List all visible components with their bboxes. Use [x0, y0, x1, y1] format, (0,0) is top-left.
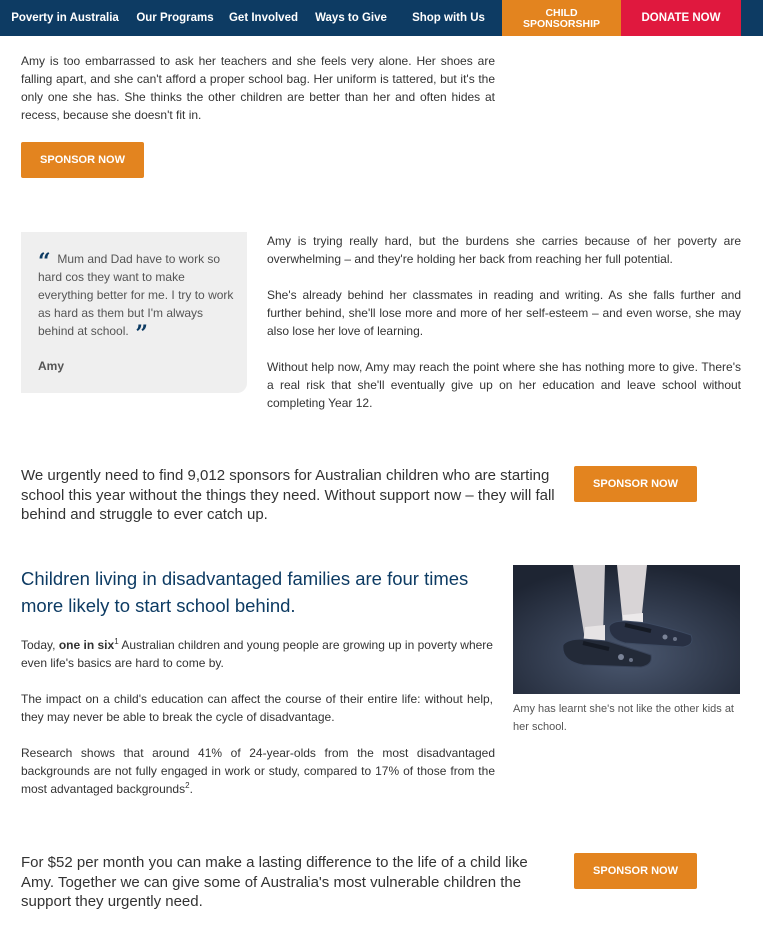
main-nav: [0, 0, 763, 36]
sponsor-now-button-2[interactable]: SPONSOR NOW: [574, 466, 697, 502]
nav-child-sponsorship[interactable]: [502, 0, 621, 36]
open-quote-icon: “: [38, 249, 51, 275]
photo-caption: Amy has learnt she's not like the other kids at her school.: [513, 703, 734, 733]
nav-get-involved[interactable]: Get Involved: [228, 12, 299, 24]
right-paragraph-3: Without help now, Amy may reach the point where she has nothing more to give. There's a real risk that she'll eventually give up on her education and leave school without completing Year 12.: [267, 360, 741, 410]
section-heading: Children living in disadvantaged families are four times more likely to start school behind.: [21, 568, 469, 616]
donate-now-button[interactable]: DONATE NOW: [621, 0, 741, 36]
appeal-text-1: We urgently need to find 9,012 sponsors for Australian children who are starting school this year without the things they need. Without support now – they will fall behind and struggle to ever catch up.: [21, 467, 555, 523]
nav-ways-to-give[interactable]: Ways to Give: [315, 12, 387, 24]
sponsor-now-button-1[interactable]: SPONSOR NOW: [21, 142, 144, 178]
quote-text: “ Mum and Dad have to work so hard cos they want to make everything better for me. I try to work as hard as them but I'm always behind at school. ”: [38, 249, 234, 347]
appeal-text-2: For $52 per month you can make a lasting difference to the life of a child like Amy. Together we can give some of Australia's most vulnerable children the support they urgently need.: [21, 854, 528, 910]
section-paragraph-1: Today, one in six$^1$ Australian children and young people are growing up in poverty where even life's basics are hard to come by.: [21, 637, 493, 670]
sponsor-now-button-3[interactable]: SPONSOR NOW: [574, 853, 697, 889]
nav-our-programs[interactable]: Our Programs: [136, 12, 214, 24]
intro-paragraph: Amy is too embarrassed to ask her teachers and she feels very alone. Her shoes are falling apart, and she can't afford a proper school bag. Her uniform is tattered, but it's the only one she has. She thinks the other children are better than her and often hides at recess, because she doesn't fit in.: [21, 54, 495, 122]
close-quote-icon: ”: [135, 321, 149, 347]
quote-author: Amy: [38, 359, 65, 373]
nav-shop-with-us[interactable]: Shop with Us: [412, 12, 485, 24]
right-paragraph-1: Amy is trying really hard, but the burdens she carries because of her poverty are overwhelming – and they're holding her back from reaching her full potential.: [267, 234, 741, 266]
nav-poverty-in-australia[interactable]: Poverty in Australia: [11, 12, 119, 24]
nav-child-sponsorship-label: CHILD SPONSORSHIP: [522, 7, 601, 30]
right-paragraph-2: She's already behind her classmates in reading and writing. As she falls further and further behind, she'll lose more and more of her self-esteem – and even worse, she may also lose her love of learning.: [267, 288, 741, 338]
child-shoes-photo: [513, 565, 740, 694]
section-paragraph-2: The impact on a child's education can affect the course of their entire life: without help, they may never be able to break the cycle of disadvantage.: [21, 692, 493, 724]
quote-box: [21, 232, 247, 393]
section-paragraph-3: Research shows that around 41% of 24-year-olds from the most disadvantaged backgrounds are not fully engaged in work or study, compared to 17% of those from the most advantaged backgrounds$^2$.: [21, 746, 495, 796]
child-shoes-illustration: [513, 565, 740, 694]
